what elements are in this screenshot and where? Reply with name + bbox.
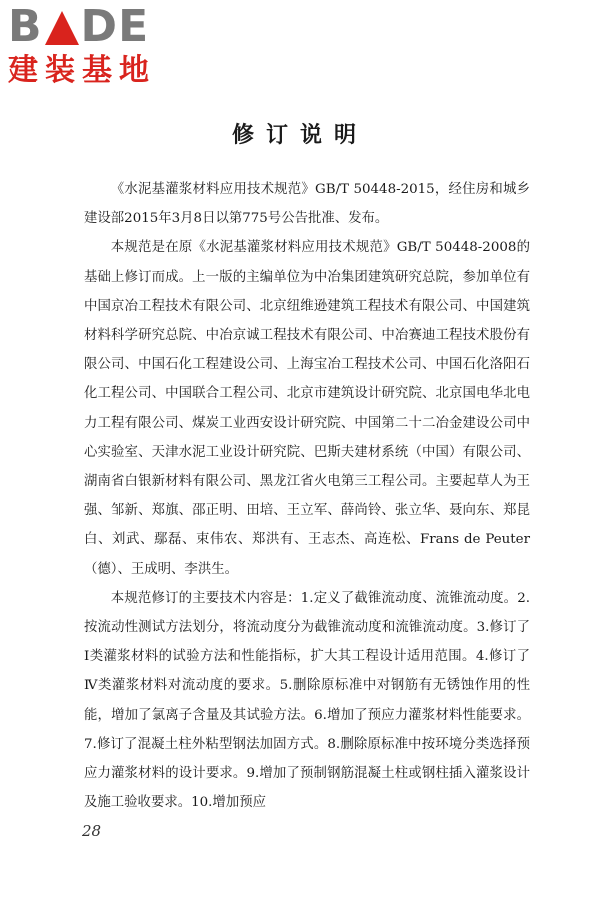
triangle-a-icon: [45, 11, 79, 45]
body-text: [84, 175, 530, 817]
logo-wordmark: B DE: [8, 1, 150, 52]
paragraph-approval: 《水泥基灌浆材料应用技术规范》GB/T 50448-2015，经住房和城乡建设部2015年3月8日以第775号公告批准、发布。: [84, 182, 530, 227]
page-title: 修订说明: [231, 123, 368, 148]
logo: [8, 1, 178, 88]
paragraph-revisions: 本规范修订的主要技术内容是：1.定义了截锥流动度、流锥流动度。2.按流动性测试方法划分，将流动度分为截锥流动度和流锥流动度。3.修订了Ⅰ类灌浆材料的试验方法和性能指标，扩大其工程设计适用范围。4.修订了Ⅳ类灌浆材料对流动度的要求。5.删除原标准中对钢筋有无锈蚀作用的性能，增加了氯离子含量及其试验方法。6.增加了预应力灌浆材料性能要求。7.修订了混凝土柱外粘型钢法加固方式。8.删除原标准中按环境分类选择预应力灌浆材料的设计要求。9.增加了预制钢筋混凝土柱或钢柱插入灌浆设计及施工验收要求。10.增加预应: [84, 590, 530, 811]
page-number: 28: [82, 822, 102, 840]
logo-chinese: 建装基地: [8, 53, 156, 88]
paragraph-history: 本规范是在原《水泥基灌浆材料应用技术规范》GB/T 50448-2008的基础上修订而成。上一版的主编单位为中冶集团建筑研究总院，参加单位有中国京冶工程技术有限公司、北京纽维逊建筑工程技术有限公司、中国建筑材料科学研究总院、中冶京诚工程技术有限公司、中冶赛迪工程技术股份有限公司、中国石化工程建设公司、上海宝冶工程技术公司、中国石化洛阳石化工程公司、中国联合工程公司、北京市建筑设计研究院、北京国电华北电力工程有限公司、煤炭工业西安设计研究院、中国第二十二冶金建设公司中心实验室、天津水泥工业设计研究院、巴斯夫建材系统（中国）有限公司、湖南省白银新材料有限公司、黑龙江省火电第三工程公司。主要起草人为王强、邹新、郑旗、邵正明、田培、王立军、薛尚铃、张立华、聂向东、郑昆白、刘武、鄢磊、束伟农、郑洪有、王志杰、高连松、Frans de Peuter（德）、王成明、李洪生。: [84, 240, 530, 577]
